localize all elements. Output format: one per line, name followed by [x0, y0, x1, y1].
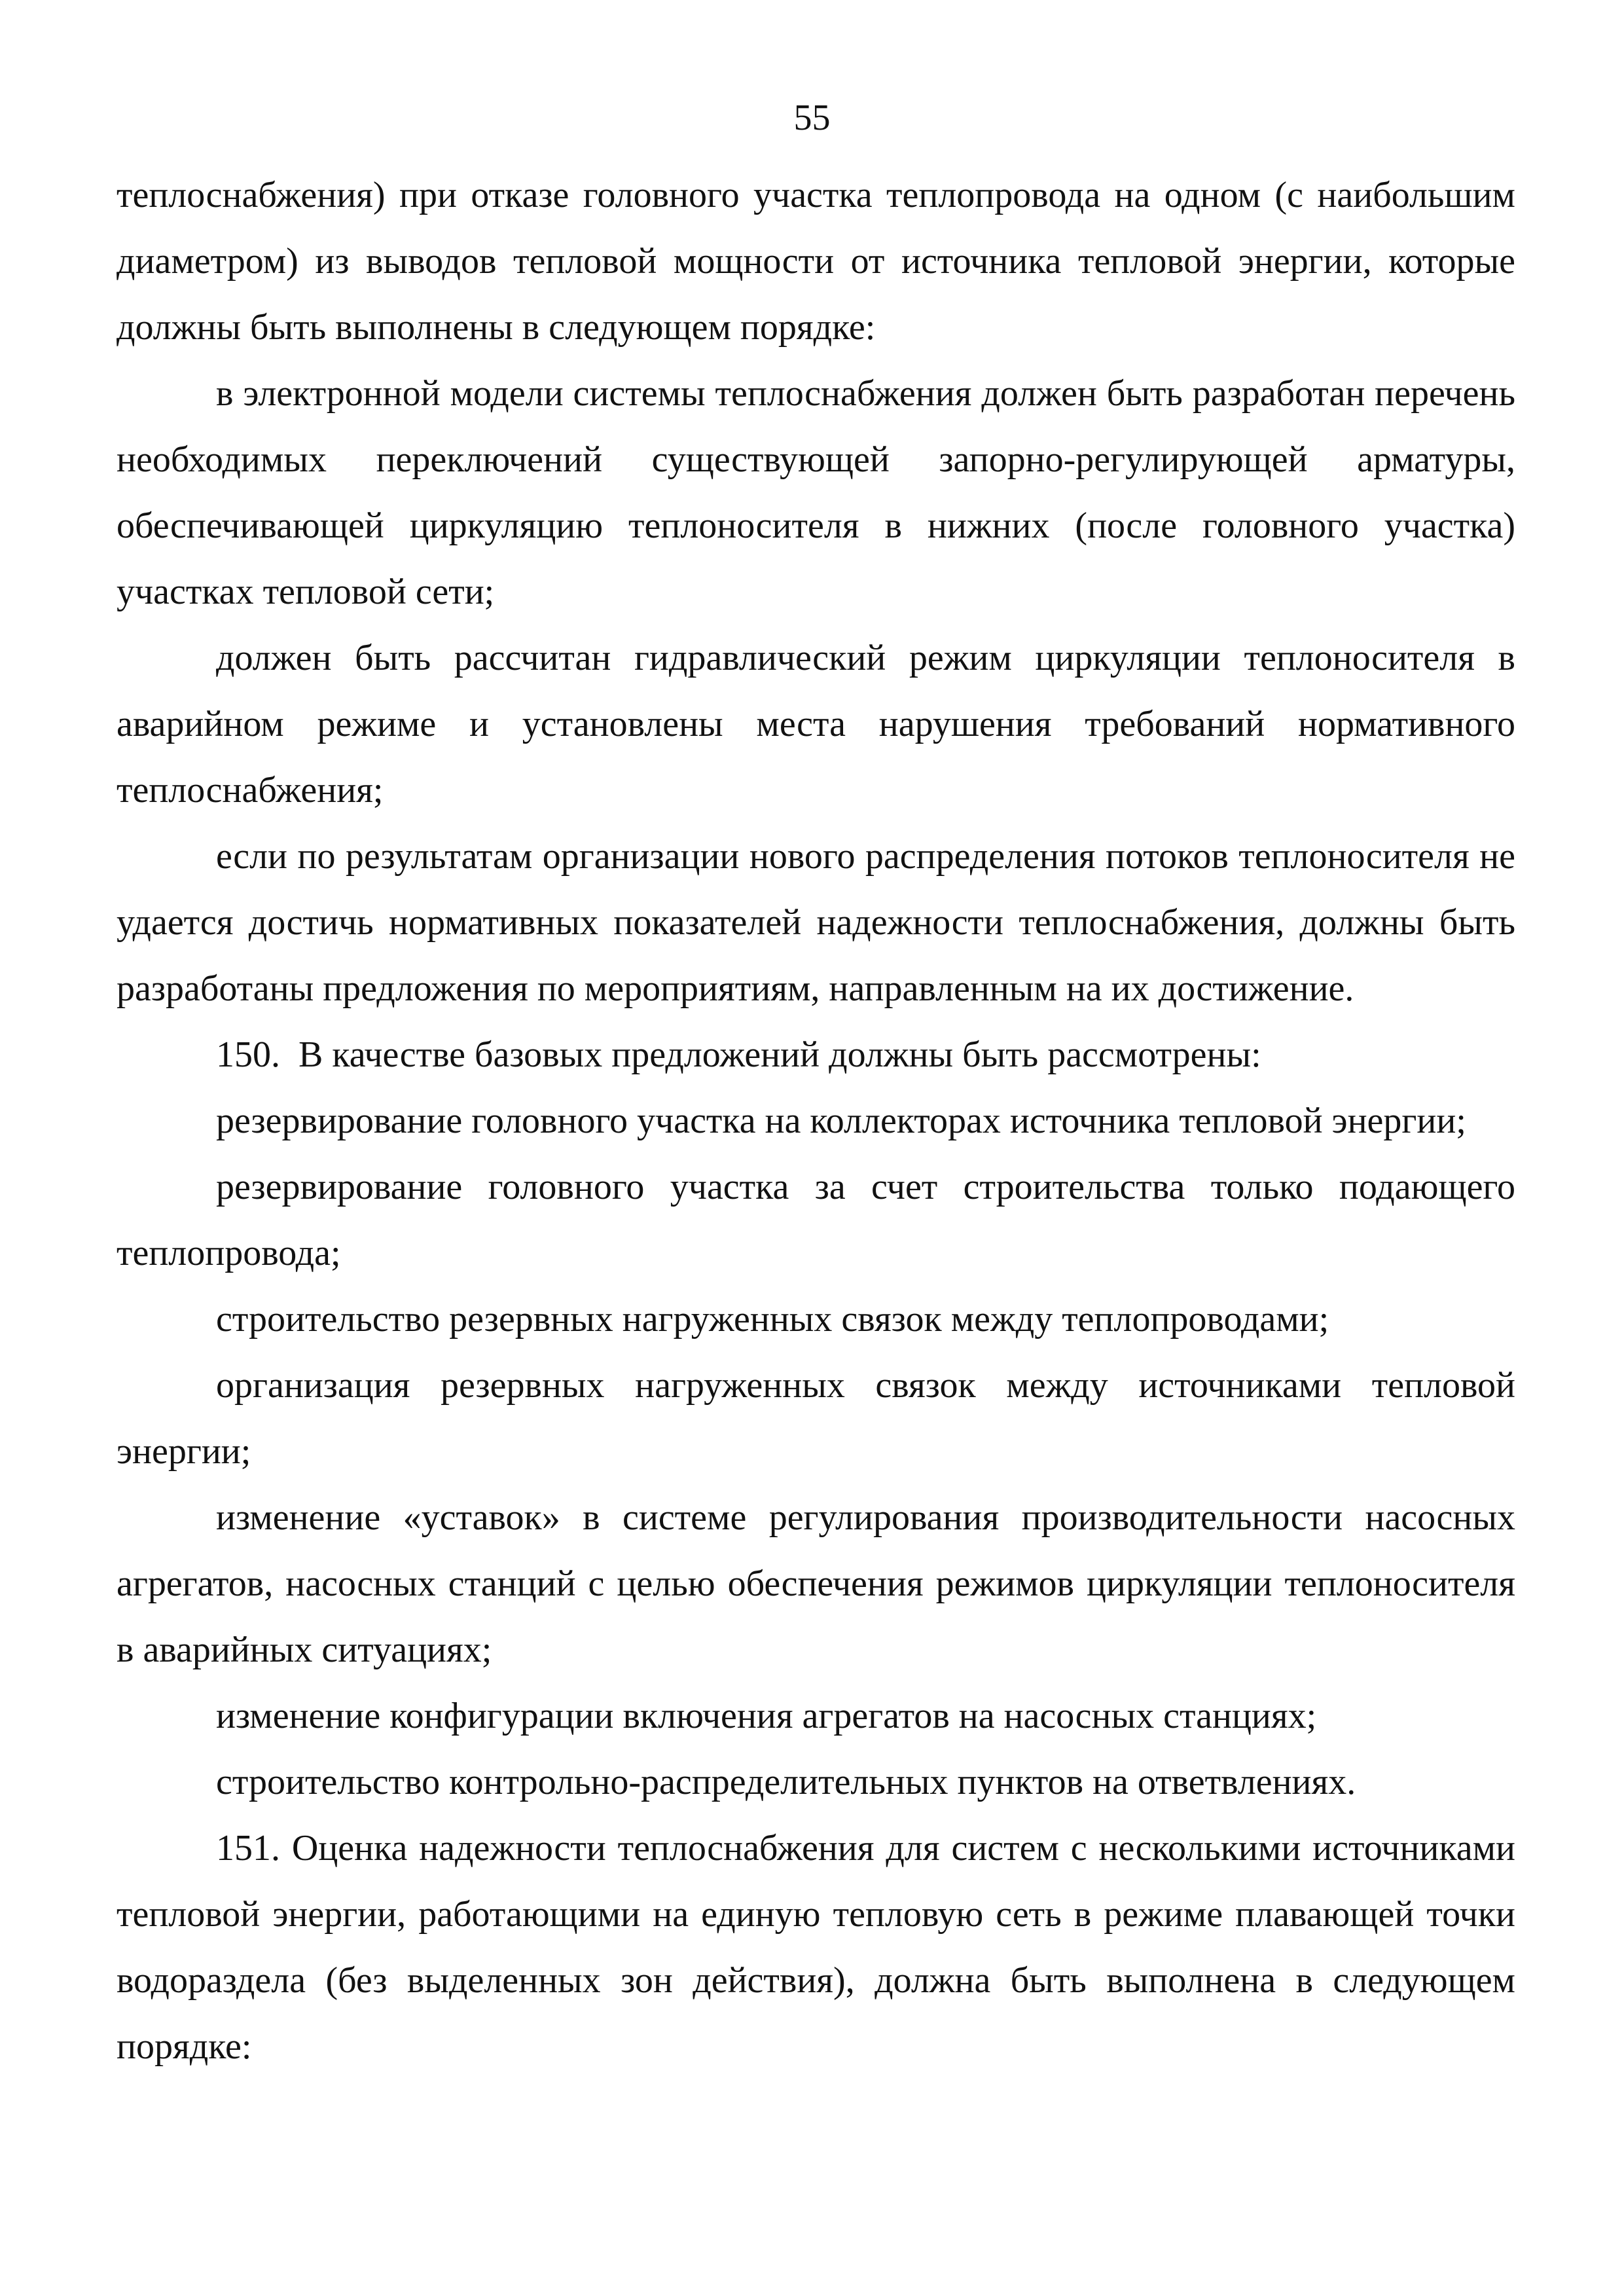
- paragraph-hydraulic-mode: должен быть рассчитан гидравлический режим циркуляции теплоносителя в аварийном режиме и установлены места нарушения требований нормативного теплоснабжения;: [117, 638, 1515, 811]
- paragraph-item-151: 151. Оценка надежности теплоснабжения для систем с несколькими источниками тепловой энергии, работающими на единую тепловую сеть в режиме плавающей точки водораздела (без выделенных зон действия), должна быть выполнена в следующем порядке:: [117, 1828, 1515, 2067]
- list-item-control-points: строительство контрольно-распределительных пунктов на ответвлениях.: [216, 1762, 1356, 1802]
- list-item-pump-configuration: изменение конфигурации включения агрегатов на насосных станциях;: [216, 1696, 1317, 1736]
- paragraph-continuation: теплоснабжения) при отказе головного участка теплопровода на одном (с наибольшим диаметром) из выводов тепловой мощности от источника тепловой энергии, которые должны быть выполнены в следующем порядке:: [117, 175, 1515, 348]
- list-item-links-between-sources: организация резервных нагруженных связок между источниками тепловой энергии;: [117, 1365, 1515, 1472]
- document-body: [117, 162, 1515, 2080]
- paragraph-electronic-model: в электронной модели системы теплоснабжения должен быть разработан перечень необходимых переключений существующей запорно-регулирующей арматуры, обеспечивающей циркуляцию теплоносителя в нижних (после головного участка) участках тепловой сети;: [117, 373, 1515, 612]
- paragraph-item-150: 150. В качестве базовых предложений должны быть рассмотрены:: [216, 1034, 1261, 1075]
- list-item-links-between-pipes: строительство резервных нагруженных связок между теплопроводами;: [216, 1299, 1329, 1339]
- paragraph-proposals: если по результатам организации нового распределения потоков теплоносителя не удается достичь нормативных показателей надежности теплоснабжения, должны быть разработаны предложения по мероприятиям, направленным на их достижение.: [117, 836, 1515, 1009]
- page-number: 55: [793, 98, 831, 138]
- list-item-reserve-collectors: резервирование головного участка на коллекторах источника тепловой энергии;: [216, 1101, 1466, 1141]
- list-item-reserve-supply-pipe: резервирование головного участка за счет строительства только подающего теплопровода;: [117, 1167, 1515, 1273]
- list-item-setpoints-change: изменение «уставок» в системе регулирования производительности насосных агрегатов, насосных станций с целью обеспечения режимов циркуляции теплоносителя в аварийных ситуациях;: [117, 1497, 1515, 1670]
